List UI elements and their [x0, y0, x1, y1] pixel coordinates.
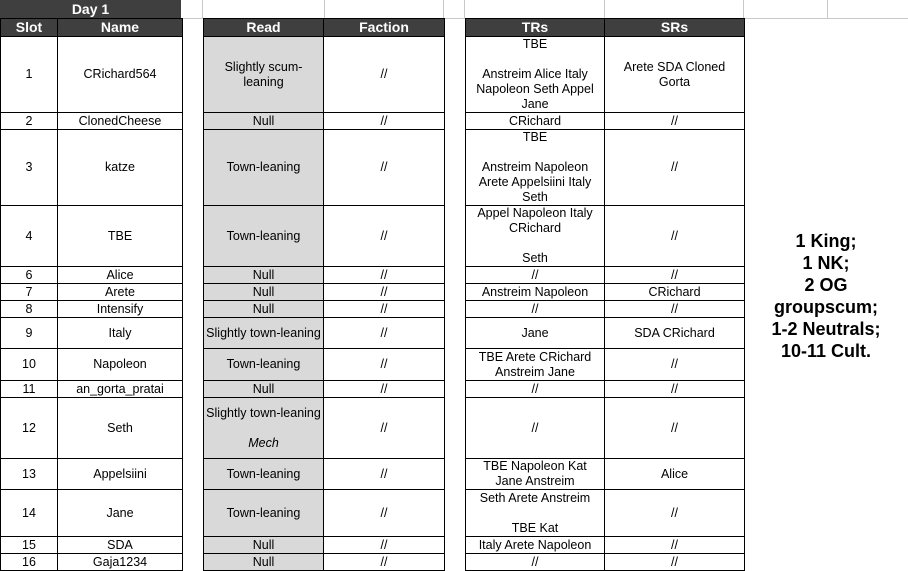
summary-line: 10-11 Cult. [780, 341, 872, 361]
faction-cell: // [324, 349, 445, 381]
read-cell [204, 301, 324, 318]
trs-cell: TBE Arete CRichard Anstreim Jane [466, 349, 605, 381]
slot-cell: 3 [1, 130, 58, 206]
name-cell: Alice [58, 267, 183, 284]
table-row [204, 398, 445, 459]
slot-cell: 1 [1, 37, 58, 113]
read-text: Null [252, 284, 275, 299]
read-cell [204, 267, 324, 284]
table-row [204, 459, 445, 490]
read-text: Null [252, 381, 275, 396]
read-cell [204, 37, 324, 113]
srs-cell: // [605, 349, 745, 381]
faction-cell: // [324, 398, 445, 459]
summary-line: 1-2 Neutrals; [771, 319, 881, 339]
table-row [466, 381, 745, 398]
faction-cell: // [324, 267, 445, 284]
read-text: Town-leaning [226, 466, 301, 481]
table-row [466, 554, 745, 571]
read-note: Mech [248, 435, 279, 450]
table-row [204, 537, 445, 554]
name-cell: Seth [58, 398, 183, 459]
table-row [466, 206, 745, 267]
read-text: Null [252, 537, 275, 552]
trs-cell: // [466, 398, 605, 459]
name-cell: Gaja1234 [58, 554, 183, 571]
srs-cell: // [605, 381, 745, 398]
table-row [1, 537, 183, 554]
trs-cell: CRichard [466, 113, 605, 130]
srs-cell: // [605, 206, 745, 267]
trs-cell-line: Seth Arete Anstreim [479, 490, 591, 505]
table-row [204, 267, 445, 284]
read-text: Slightly town-leaning [206, 325, 321, 340]
summary-line: 2 OG [804, 275, 848, 295]
slot-cell: 9 [1, 318, 58, 349]
name-cell: katze [58, 130, 183, 206]
trs-cell [466, 37, 605, 113]
table-row [466, 113, 745, 130]
slot-header: Slot [1, 19, 58, 37]
srs-cell: // [605, 398, 745, 459]
trs-cell: TBE Napoleon Kat Jane Anstreim [466, 459, 605, 490]
read-text: Null [252, 113, 275, 128]
trs-cell: // [466, 381, 605, 398]
role-summary [748, 230, 904, 362]
table-row [1, 349, 183, 381]
table-row [204, 318, 445, 349]
trs-cell-line [468, 236, 602, 251]
name-cell: an_gorta_pratai [58, 381, 183, 398]
trs-cell: // [466, 554, 605, 571]
slot-cell: 13 [1, 459, 58, 490]
name-cell: Napoleon [58, 349, 183, 381]
read-cell [204, 284, 324, 301]
faction-cell: // [324, 206, 445, 267]
table-row [466, 349, 745, 381]
read-cell [204, 381, 324, 398]
summary-line: groupscum; [773, 297, 878, 317]
trs-cell-line: Seth [522, 251, 548, 265]
table-row [1, 267, 183, 284]
read-cell [204, 113, 324, 130]
name-cell: TBE [58, 206, 183, 267]
table-row [466, 490, 745, 537]
srs-cell: Arete SDA Cloned Gorta [605, 37, 745, 113]
table-row [1, 206, 183, 267]
faction-cell: // [324, 459, 445, 490]
slot-cell: 10 [1, 349, 58, 381]
table-row [1, 490, 183, 537]
read-cell [204, 459, 324, 490]
slot-cell: 8 [1, 301, 58, 318]
faction-cell: // [324, 284, 445, 301]
read-text: Null [252, 267, 275, 282]
srs-cell: // [605, 267, 745, 284]
faction-cell: // [324, 537, 445, 554]
table-row [204, 37, 445, 113]
table-row [204, 284, 445, 301]
faction-cell: // [324, 37, 445, 113]
table-row [466, 398, 745, 459]
name-cell: Italy [58, 318, 183, 349]
trs-cell-line: Appel Napoleon Italy CRichard [477, 206, 593, 235]
trs-cell-line [468, 145, 602, 160]
srs-cell: // [605, 554, 745, 571]
name-cell: Intensify [58, 301, 183, 318]
table-row [204, 301, 445, 318]
read-cell [204, 537, 324, 554]
table-row [204, 206, 445, 267]
table-row [1, 284, 183, 301]
table-row [1, 554, 183, 571]
slot-cell: 11 [1, 381, 58, 398]
trs-cell-line: Anstreim Napoleon Arete Appelsiini Italy Seth [478, 160, 592, 204]
table-row [1, 381, 183, 398]
name-cell: SDA [58, 537, 183, 554]
faction-cell: // [324, 318, 445, 349]
faction-cell: // [324, 113, 445, 130]
table-row [204, 113, 445, 130]
srs-cell: // [605, 130, 745, 206]
faction-cell: // [324, 554, 445, 571]
slot-cell: 16 [1, 554, 58, 571]
trs-srs-table [465, 18, 745, 571]
table-row [1, 301, 183, 318]
srs-cell: // [605, 113, 745, 130]
slot-cell: 12 [1, 398, 58, 459]
srs-cell: Alice [605, 459, 745, 490]
day-label: Day 1 [0, 0, 181, 19]
read-text: Null [252, 554, 275, 569]
trs-cell-line: TBE [522, 37, 548, 51]
faction-cell: // [324, 301, 445, 318]
srs-cell: // [605, 490, 745, 537]
table-row [466, 459, 745, 490]
table-row [466, 318, 745, 349]
srs-cell: // [605, 301, 745, 318]
trs-cell-line [468, 506, 602, 521]
trs-cell [466, 206, 605, 267]
trs-cell-line: TBE [522, 130, 548, 144]
trs-cell [466, 130, 605, 206]
srs-cell: CRichard [605, 284, 745, 301]
read-text: Slightly scum-leaning [224, 59, 303, 89]
srs-cell: SDA CRichard [605, 318, 745, 349]
table-row [204, 381, 445, 398]
table-row [466, 537, 745, 554]
read-cell [204, 398, 324, 459]
table-row [1, 318, 183, 349]
table-row [1, 37, 183, 113]
table-row [466, 37, 745, 113]
read-text: Town-leaning [226, 228, 301, 243]
read-cell [204, 318, 324, 349]
name-cell: Jane [58, 490, 183, 537]
read-text: Town-leaning [226, 160, 301, 174]
faction-cell: // [324, 490, 445, 537]
slot-cell: 4 [1, 206, 58, 267]
read-cell [204, 206, 324, 267]
table-row [204, 349, 445, 381]
table-row [204, 490, 445, 537]
read-cell [204, 554, 324, 571]
table-row [1, 459, 183, 490]
trs-cell-line: TBE Kat [511, 520, 559, 535]
slot-name-table [0, 18, 183, 571]
read-faction-table [203, 18, 445, 571]
trs-cell: Jane [466, 318, 605, 349]
read-cell [204, 130, 324, 206]
trs-cell-line: Anstreim Alice Italy Napoleon Seth Appel Jane [476, 67, 594, 111]
table-row [1, 398, 183, 459]
srs-cell: // [605, 537, 745, 554]
slot-cell: 2 [1, 113, 58, 130]
read-text: Town-leaning [226, 357, 301, 371]
name-cell: ClonedCheese [58, 113, 183, 130]
table-row [204, 554, 445, 571]
read-cell [204, 490, 324, 537]
name-header: Name [58, 19, 183, 37]
trs-cell [466, 490, 605, 537]
name-cell: Appelsiini [58, 459, 183, 490]
slot-cell: 14 [1, 490, 58, 537]
trs-cell: Anstreim Napoleon [466, 284, 605, 301]
trs-cell: // [466, 267, 605, 284]
trs-cell-line [468, 52, 602, 67]
table-row [466, 301, 745, 318]
read-cell [204, 349, 324, 381]
trs-cell: // [466, 301, 605, 318]
faction-cell: // [324, 130, 445, 206]
read-text: Null [252, 301, 275, 316]
table-row [1, 130, 183, 206]
table-row [466, 284, 745, 301]
srs-header: SRs [605, 19, 745, 37]
faction-cell: // [324, 381, 445, 398]
table-row [466, 130, 745, 206]
top-empty-row [181, 0, 908, 19]
read-text: Slightly town-leaning [206, 405, 321, 420]
read-text: Town-leaning [226, 505, 301, 520]
faction-header: Faction [324, 19, 445, 37]
summary-line: 1 NK; [802, 253, 850, 273]
slot-cell: 15 [1, 537, 58, 554]
summary-line: 1 King; [795, 231, 857, 251]
table-row [1, 113, 183, 130]
trs-cell: Italy Arete Napoleon [466, 537, 605, 554]
slot-cell: 7 [1, 284, 58, 301]
table-row [204, 130, 445, 206]
slot-cell: 6 [1, 267, 58, 284]
table-row [466, 267, 745, 284]
trs-header: TRs [466, 19, 605, 37]
read-header: Read [204, 19, 324, 37]
name-cell: Arete [58, 284, 183, 301]
name-cell: CRichard564 [58, 37, 183, 113]
